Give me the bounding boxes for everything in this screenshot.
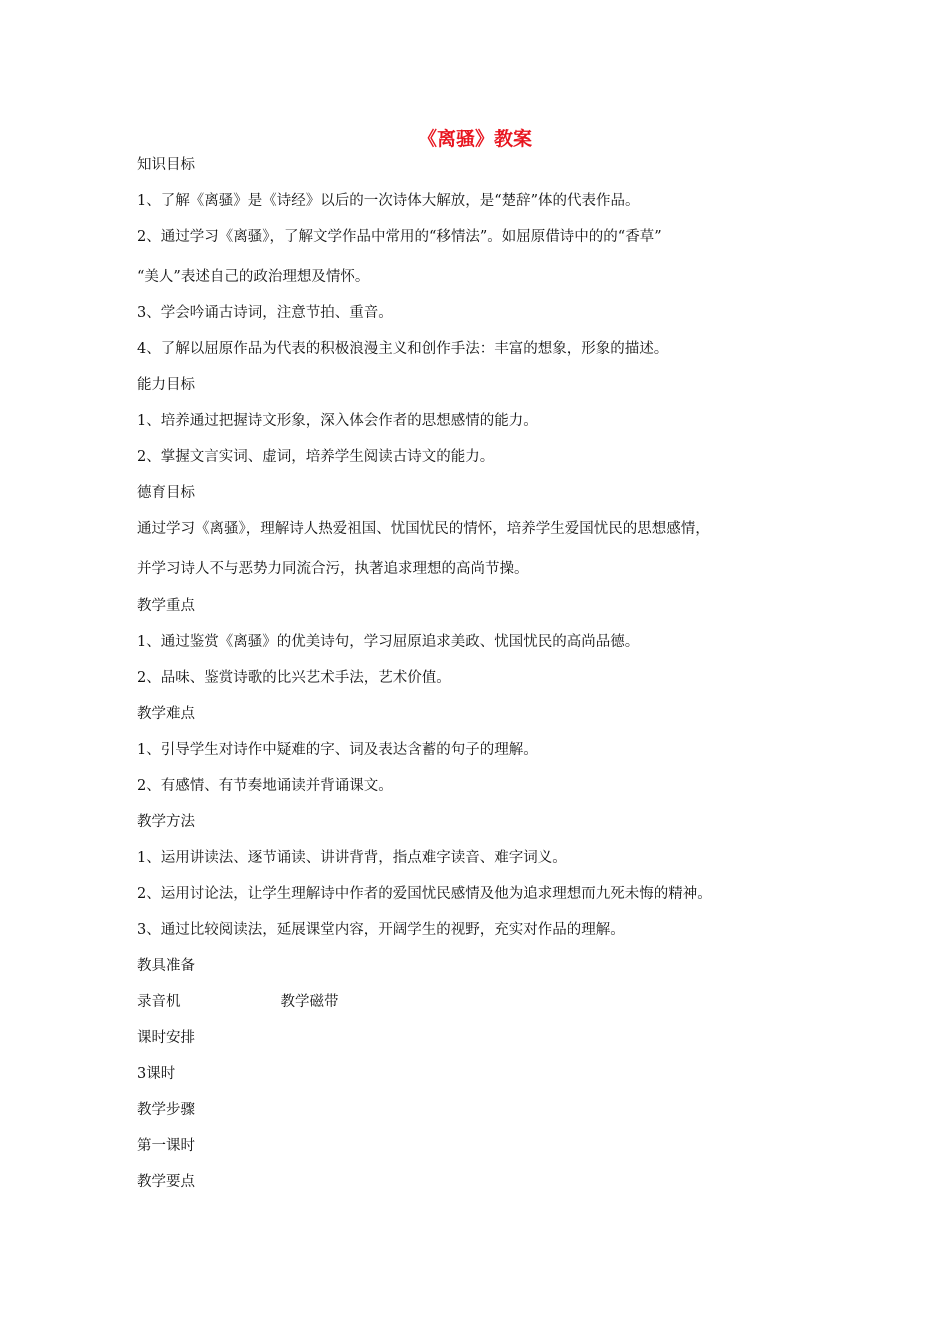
section-heading: 能力目标 xyxy=(137,377,195,393)
section-heading: 教学难点 xyxy=(137,706,195,722)
paragraph: 第一课时 xyxy=(137,1138,195,1154)
document-title: 《离骚》教案 xyxy=(417,128,532,150)
section-heading: 教学重点 xyxy=(137,598,195,614)
paragraph: 2、掌握文言实词、虚词，培养学生阅读古诗文的能力。 xyxy=(137,449,495,465)
section-heading: 教具准备 xyxy=(137,958,195,974)
paragraph: 1、运用讲读法、逐节诵读、讲讲背背，指点难字读音、难字词义。 xyxy=(137,850,567,866)
paragraph: 3、学会吟诵古诗词，注意节拍、重音。 xyxy=(137,305,393,321)
section-heading: 知识目标 xyxy=(137,157,195,173)
section-heading: 教学步骤 xyxy=(137,1102,195,1118)
paragraph: 2、品味、鉴赏诗歌的比兴艺术手法，艺术价值。 xyxy=(137,670,451,686)
paragraph: 2、运用讨论法，让学生理解诗中作者的爱国忧民感情及他为追求理想而九死未悔的精神。 xyxy=(137,886,712,902)
equipment-list xyxy=(137,990,339,1011)
paragraph: 2、有感情、有节奏地诵读并背诵课文。 xyxy=(137,778,393,794)
paragraph: “美人”表述自己的政治理想及情怀。 xyxy=(137,269,370,285)
paragraph: 1、通过鉴赏《离骚》的优美诗句，学习屈原追求美政、忧国忧民的高尚品德。 xyxy=(137,634,640,650)
paragraph: 通过学习《离骚》，理解诗人热爱祖国、忧国忧民的情怀，培养学生爱国忧民的思想感情， xyxy=(137,521,710,537)
paragraph: 4、了解以屈原作品为代表的积极浪漫主义和创作手法：丰富的想象，形象的描述。 xyxy=(137,341,669,357)
equipment-item: 录音机 xyxy=(137,994,181,1010)
section-heading: 教学方法 xyxy=(137,814,195,830)
paragraph: 1、了解《离骚》是《诗经》以后的一次诗体大解放，是“楚辞”体的代表作品。 xyxy=(137,193,640,209)
paragraph: 1、培养通过把握诗文形象，深入体会作者的思想感情的能力。 xyxy=(137,413,538,429)
paragraph: 并学习诗人不与恶势力同流合污，执著追求理想的高尚节操。 xyxy=(137,561,529,577)
paragraph: 3课时 xyxy=(137,1066,176,1082)
paragraph: 2、通过学习《离骚》，了解文学作品中常用的“移情法”。如屈原借诗中的的“香草” xyxy=(137,229,662,245)
section-heading: 课时安排 xyxy=(137,1030,195,1046)
paragraph: 3、通过比较阅读法，延展课堂内容，开阔学生的视野，充实对作品的理解。 xyxy=(137,922,625,938)
section-heading: 德育目标 xyxy=(137,485,195,501)
equipment-item: 教学磁带 xyxy=(280,994,339,1010)
paragraph: 1、引导学生对诗作中疑难的字、词及表达含蓄的句子的理解。 xyxy=(137,742,538,758)
section-heading: 教学要点 xyxy=(137,1174,195,1190)
